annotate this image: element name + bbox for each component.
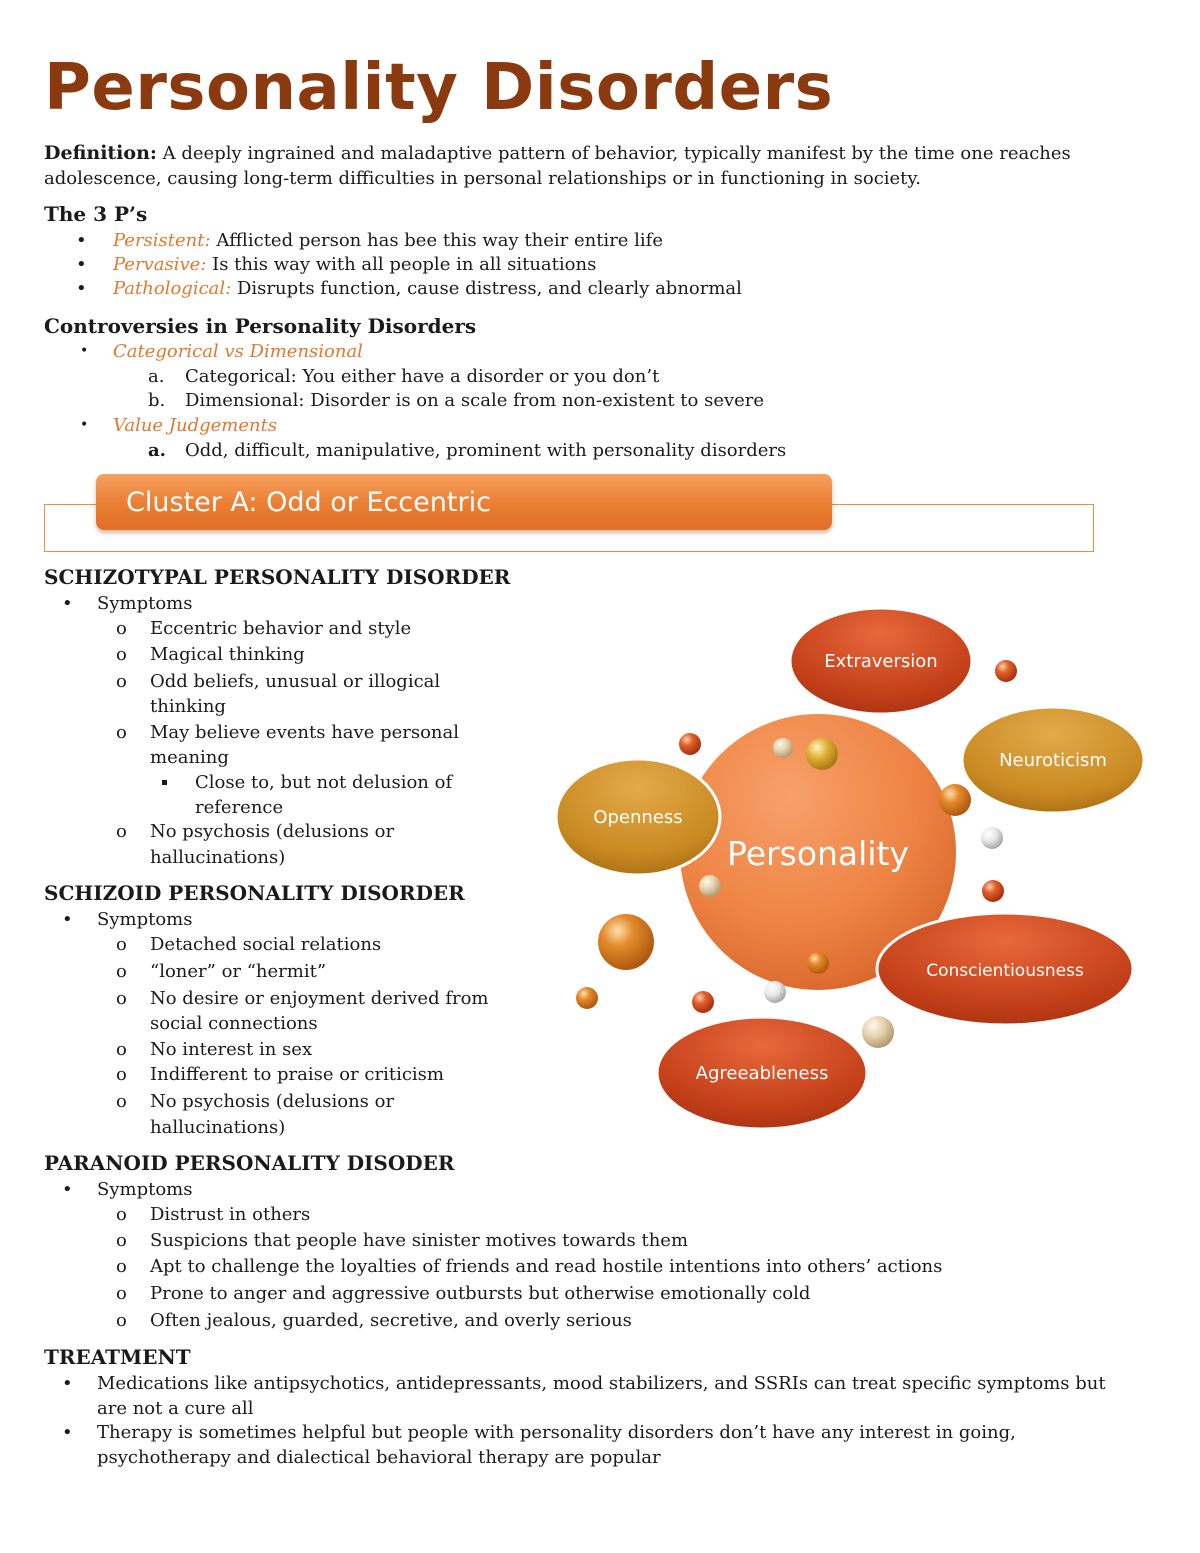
- bullet-o: o: [116, 1283, 127, 1304]
- schizoid-line: Detached social relations: [150, 934, 382, 955]
- decorative-ball: [598, 914, 654, 970]
- three-ps-text-3: Disrupts function, cause distress, and clearly abnormal: [236, 278, 742, 299]
- trait-label-extraversion: Extraversion: [824, 651, 938, 672]
- center-label: Personality: [727, 834, 909, 873]
- bullet-o: o: [116, 1230, 127, 1251]
- bullet-o: o: [116, 618, 127, 639]
- schizoid-line: No desire or enjoyment derived from: [150, 988, 489, 1009]
- decorative-ball: [995, 660, 1017, 682]
- paranoid-line: Prone to anger and aggressive outbursts but otherwise emotionally cold: [150, 1283, 811, 1304]
- decorative-ball: [699, 875, 721, 897]
- decorative-ball: [982, 880, 1004, 902]
- bullet-dot: •: [76, 278, 87, 299]
- three-ps-item-1: [113, 228, 663, 253]
- personality-diagram: [540, 600, 1160, 1160]
- decorative-ball: [939, 784, 971, 816]
- decorative-ball: [862, 1016, 894, 1048]
- controversies-sub-1a: Categorical: You either have a disorder or you don’t: [185, 366, 660, 387]
- bullet-o: o: [116, 722, 127, 743]
- bullet-o: o: [116, 1310, 127, 1331]
- controversies-marker-1b: b.: [148, 390, 166, 411]
- schizotypal-line: hallucinations): [150, 847, 286, 868]
- controversies-marker-1a: a.: [148, 366, 165, 387]
- controversies-marker-2a: a.: [148, 440, 166, 461]
- schizoid-line: Indifferent to praise or criticism: [150, 1064, 444, 1085]
- page-title: Personality Disorders: [44, 51, 834, 125]
- trait-label-openness: Openness: [593, 807, 683, 828]
- bullet-dot: •: [62, 1422, 73, 1443]
- bullet-dot: •: [62, 1179, 73, 1200]
- decorative-ball: [806, 738, 838, 770]
- paranoid-heading: PARANOID PERSONALITY DISODER: [44, 1151, 455, 1175]
- three-ps-text-2: Is this way with all people in all situations: [212, 254, 597, 275]
- bullet-o: o: [116, 1091, 127, 1112]
- schizotypal-line: Odd beliefs, unusual or illogical: [150, 671, 441, 692]
- three-ps-term-2: Pervasive:: [113, 254, 207, 275]
- bullet-o: o: [116, 1039, 127, 1060]
- bullet-o: o: [116, 1204, 127, 1225]
- bullet-o: o: [116, 934, 127, 955]
- controversies-term-1: Categorical vs Dimensional: [113, 341, 363, 362]
- three-ps-item-2: [113, 252, 596, 277]
- schizoid-line: No interest in sex: [150, 1039, 313, 1060]
- schizoid-line: No psychosis (delusions or: [150, 1091, 395, 1112]
- bullet-o: o: [116, 671, 127, 692]
- controversies-heading: Controversies in Personality Disorders: [44, 314, 477, 338]
- bullet-dot: •: [80, 417, 89, 433]
- treatment-heading: TREATMENT: [44, 1345, 191, 1369]
- three-ps-text-1: Afflicted person has bee this way their entire life: [216, 230, 663, 251]
- three-ps-term-3: Pathological:: [113, 278, 232, 299]
- bullet-o: o: [116, 961, 127, 982]
- treatment-line: Therapy is sometimes helpful but people with personality disorders don’t have any interest in going,: [97, 1422, 1016, 1443]
- paranoid-line: Often jealous, guarded, secretive, and overly serious: [150, 1310, 632, 1331]
- bullet-dot: •: [62, 593, 73, 614]
- controversies-sub-1b: Dimensional: Disorder is on a scale from non-existent to severe: [185, 390, 765, 411]
- schizoid-symptoms-label: Symptoms: [97, 909, 193, 930]
- decorative-ball: [764, 981, 786, 1003]
- schizotypal-line: meaning: [150, 747, 229, 768]
- bullet-dot: •: [62, 1373, 73, 1394]
- three-ps-term-1: Persistent:: [113, 230, 211, 251]
- schizotypal-line: Magical thinking: [150, 644, 305, 665]
- decorative-ball: [679, 733, 701, 755]
- cluster-title: Cluster A: Odd or Eccentric: [126, 487, 491, 518]
- three-ps-heading: The 3 P’s: [44, 202, 148, 226]
- decorative-ball: [576, 987, 598, 1009]
- treatment-line: psychotherapy and dialectical behavioral therapy are popular: [97, 1447, 661, 1468]
- controversies-term-2: Value Judgements: [113, 415, 278, 436]
- schizotypal-heading: SCHIZOTYPAL PERSONALITY DISORDER: [44, 565, 511, 589]
- definition-text-1: A deeply ingrained and maladaptive pattern of behavior, typically manifest by the time one reaches: [162, 143, 1071, 164]
- schizotypal-line: May believe events have personal: [150, 722, 459, 743]
- schizoid-line: “loner” or “hermit”: [150, 961, 327, 982]
- bullet-o: o: [116, 1064, 127, 1085]
- schizotypal-line: Eccentric behavior and style: [150, 618, 412, 639]
- bullet-square: [162, 780, 167, 785]
- schizotypal-line: reference: [195, 797, 284, 818]
- decorative-ball: [807, 952, 829, 974]
- controversies-sub-2a: Odd, difficult, manipulative, prominent with personality disorders: [185, 440, 787, 461]
- schizoid-line: hallucinations): [150, 1117, 286, 1138]
- bullet-dot: •: [76, 254, 87, 275]
- paranoid-symptoms-label: Symptoms: [97, 1179, 193, 1200]
- bullet-o: o: [116, 644, 127, 665]
- schizoid-heading: SCHIZOID PERSONALITY DISORDER: [44, 881, 465, 905]
- paranoid-line: Apt to challenge the loyalties of friends and read hostile intentions into others’ actions: [150, 1256, 943, 1277]
- schizotypal-symptoms-label: Symptoms: [97, 593, 193, 614]
- paranoid-line: Suspicions that people have sinister motives towards them: [150, 1230, 689, 1251]
- bullet-o: o: [116, 988, 127, 1009]
- trait-label-agreeableness: Agreeableness: [695, 1063, 829, 1084]
- bullet-dot: •: [80, 343, 89, 359]
- schizotypal-line: thinking: [150, 696, 226, 717]
- schizotypal-line: No psychosis (delusions or: [150, 821, 395, 842]
- treatment-line: are not a cure all: [97, 1398, 254, 1419]
- trait-label-conscientiousness: Conscientiousness: [926, 961, 1084, 981]
- treatment-line: Medications like antipsychotics, antidepressants, mood stabilizers, and SSRIs can treat specific symptoms but: [97, 1373, 1106, 1394]
- trait-label-neuroticism: Neuroticism: [999, 750, 1107, 771]
- decorative-ball: [692, 991, 714, 1013]
- bullet-dot: •: [76, 230, 87, 251]
- definition-line-2: adolescence, causing long-term difficulties in personal relationships or in functioning in society.: [44, 168, 921, 189]
- schizotypal-line: Close to, but not delusion of: [195, 772, 453, 793]
- three-ps-item-3: [113, 276, 742, 301]
- decorative-ball: [981, 827, 1003, 849]
- definition-label: Definition:: [44, 142, 157, 164]
- bullet-o: o: [116, 821, 127, 842]
- bullet-dot: •: [62, 909, 73, 930]
- bullet-o: o: [116, 1256, 127, 1277]
- schizoid-line: social connections: [150, 1013, 318, 1034]
- definition-line-1: [44, 141, 1071, 166]
- decorative-ball: [773, 738, 793, 758]
- paranoid-line: Distrust in others: [150, 1204, 311, 1225]
